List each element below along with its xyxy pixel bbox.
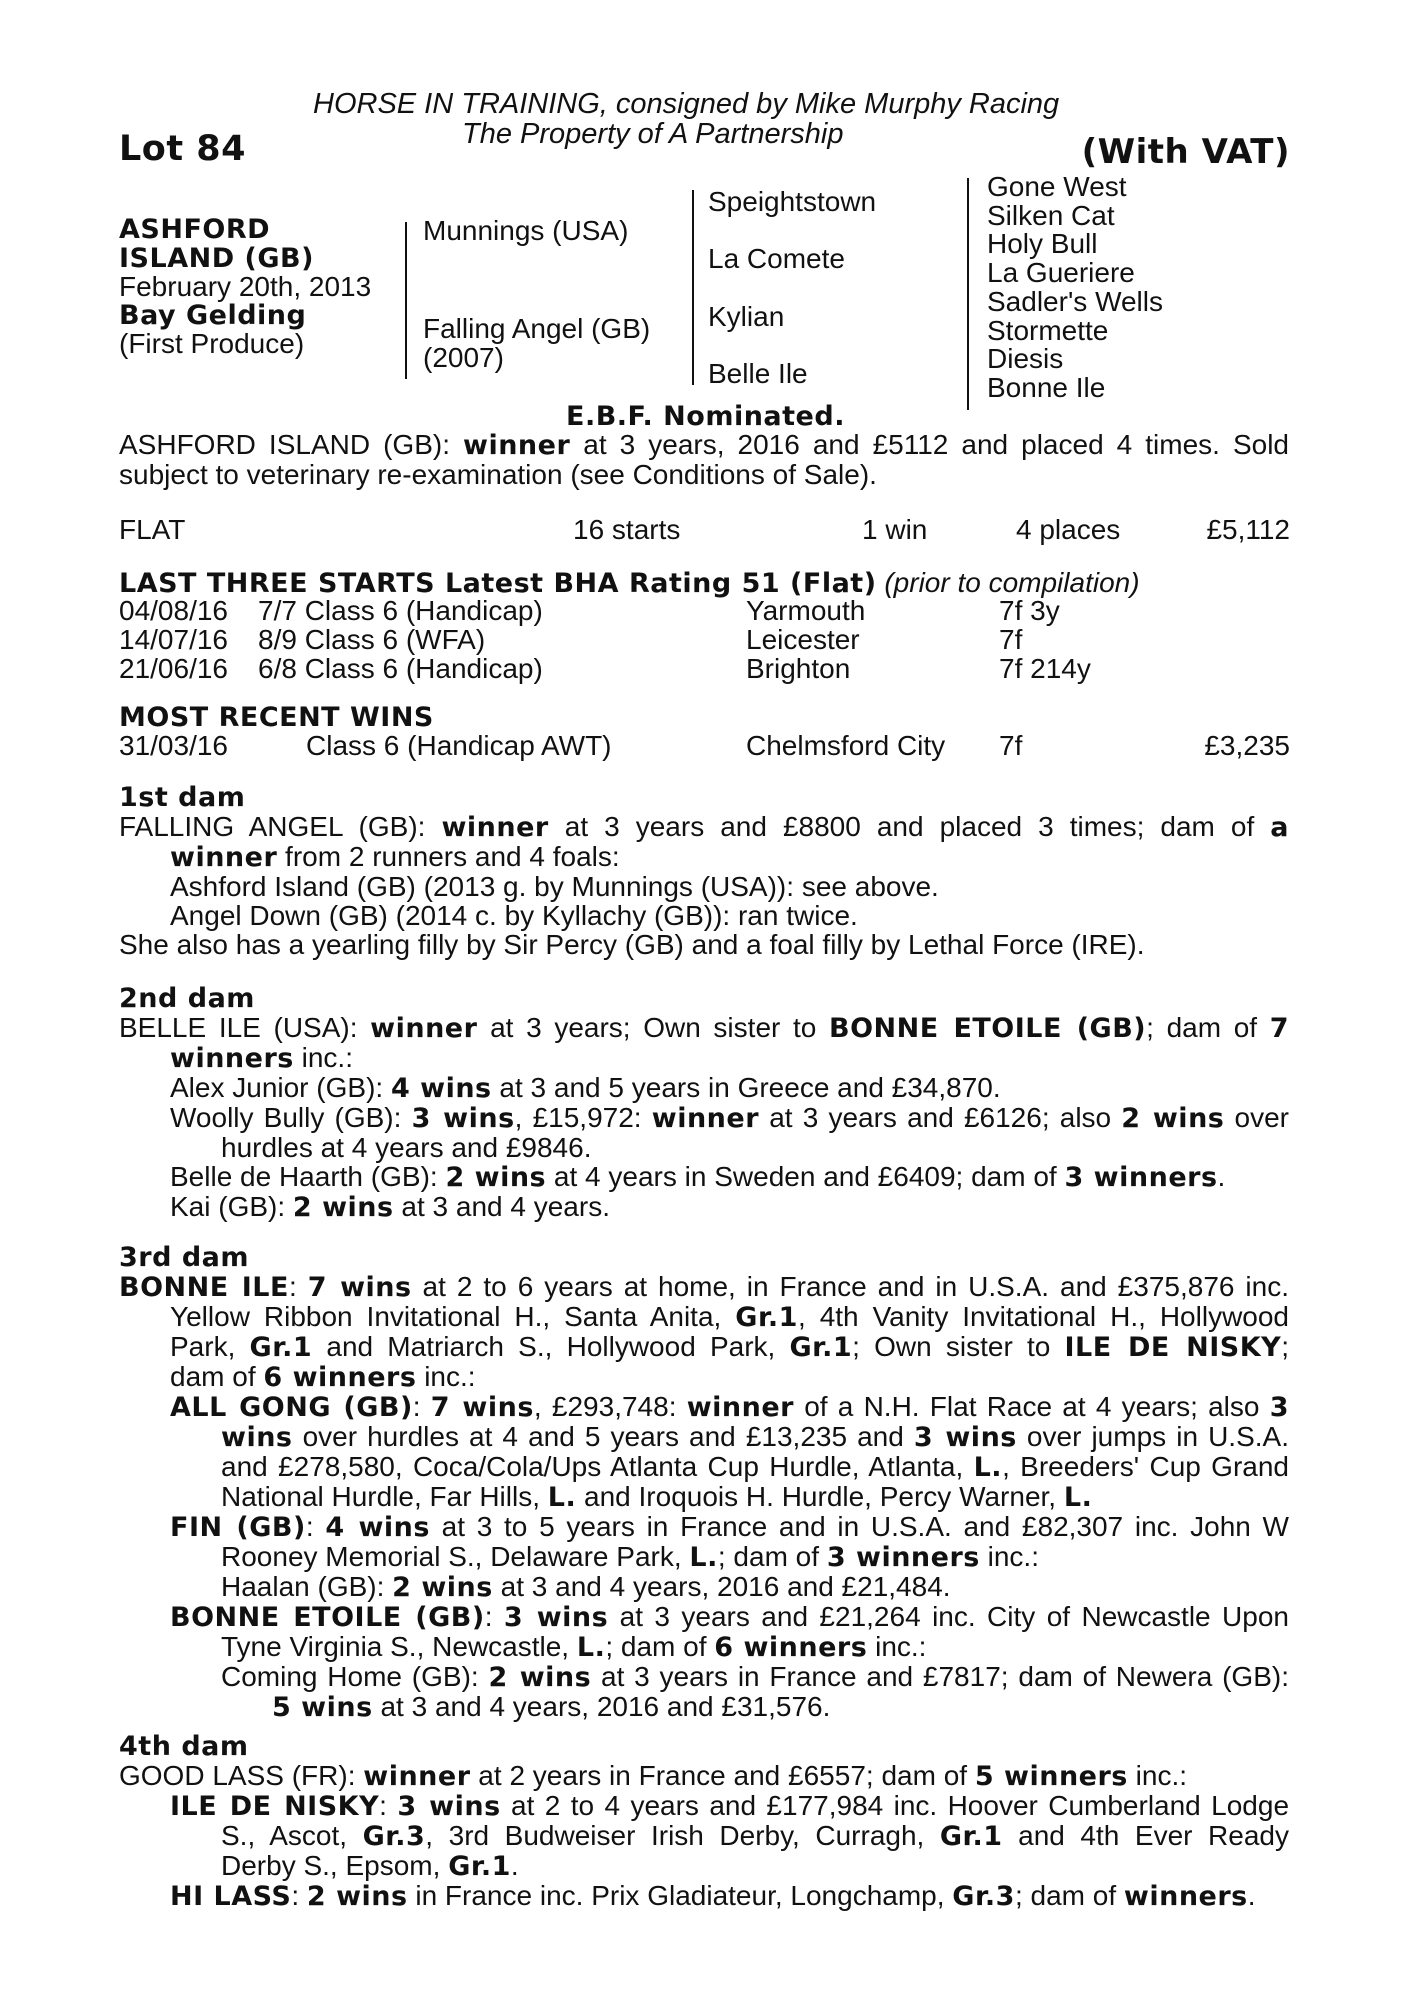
- property-line: The Property of A Partnership: [462, 118, 844, 150]
- recent-wins-heading: MOST RECENT WINS: [119, 702, 434, 733]
- flat-label: FLAT: [119, 514, 186, 545]
- vat-label: (With VAT): [1081, 132, 1290, 172]
- win-race: Class 6 (Handicap AWT): [306, 730, 612, 761]
- flat-wins: 1 win: [862, 514, 928, 545]
- pedigree-gen3-item: Bonne Ile: [987, 372, 1106, 403]
- start-course: Yarmouth: [746, 595, 866, 626]
- section-heading: 1st dam: [119, 782, 246, 813]
- horse-name-line1: ASHFORD: [119, 214, 271, 245]
- section-heading: 3rd dam: [119, 1242, 250, 1273]
- foaling-date: February 20th, 2013: [119, 271, 372, 302]
- start-distance: 7f 214y: [999, 653, 1091, 684]
- pedigree-gen3-item: Sadler's Wells: [987, 286, 1163, 317]
- third-dam-section: 3rd dam BONNE ILE: 7 wins at 2 to 6 years at home, in France and in U.S.A. and £375,876 inc. Yellow Ribbon Invitational H., Santa Anita, Gr.1, 4th Vanity Invitational H., Hollywood Park, Gr.1 and Matriarch S., Hollywood Park, Gr.1; Own sister to ILE DE NISKY; dam of 6 winners inc.: ALL GONG (GB): 7 wins, £293,748: winner of a N.H. Flat Race at 4 years; also 3 wins over hurdles at 4 and 5 years and £13,235 and 3 wins over jumps in U.S.A. and £278,580, Coca/Cola/Ups Atlanta Cup Hurdle, Atlanta, L., Breeders' Cup Grand National Hurdle, Far Hills, L. and Iroquois H. Hurdle, Percy Warner, L. FIN (GB): 4 wins at 3 to 5 years in France and in U.S.A. and £82,307 inc. John W Rooney Memorial S., Delaware Park, L.; dam of 3 winners inc.: Haalan (GB): 2 wins at 3 and 4 years, 2016 and £21,484. BONNE ETOILE (GB): 3 wins at 3 years and £21,264 inc. City of Newcastle Upon Tyne Virginia S., Newcastle, L.; dam of 6 winners inc.: Coming Home (GB): 2 wins at 3 years in France and £7817; dam of Newera (GB): 5 wins at 3 and 4 years, 2016 and £31,576.: [119, 1242, 1290, 1723]
- pedigree-divider-1: [405, 222, 407, 379]
- start-distance: 7f 3y: [999, 595, 1060, 626]
- start-date: 21/06/16: [119, 653, 228, 684]
- horse-sex-colour: Bay Gelding: [119, 300, 307, 331]
- horse-summary: ASHFORD ISLAND (GB): winner at 3 years, 2016 and £5112 and placed 4 times. Sold subject to veterinary re-examination (see Conditions of Sale).: [119, 429, 1289, 490]
- pedigree-dam: Falling Angel (GB): [423, 313, 651, 344]
- pedigree-dam-year: (2007): [423, 342, 504, 373]
- first-dam-section: 1st dam FALLING ANGEL (GB): winner at 3 years and £8800 and placed 3 times; dam of a winner from 2 runners and 4 foals: Ashford Island (GB) (2013 g. by Munnings (USA)): see above. Angel Down (GB) (2014 c. by Kyllachy (GB)): ran twice. She also has a yearling filly by Sir Percy (GB) and a foal filly by Lethal Force (IRE).: [119, 782, 1289, 960]
- pedigree-gen3-item: La Gueriere: [987, 257, 1135, 288]
- second-dam-section: 2nd dam BELLE ILE (USA): winner at 3 years; Own sister to BONNE ETOILE (GB); dam of 7 winners inc.: Alex Junior (GB): 4 wins at 3 and 5 years in Greece and £34,870. Woolly Bully (GB): 3 wins, £15,972: winner at 3 years and £6126; also 2 wins over hurdles at 4 years and £9846. Belle de Haarth (GB): 2 wins at 4 years in Sweden and £6409; dam of 3 winners. Kai (GB): 2 wins at 3 and 4 years.: [119, 983, 1290, 1223]
- pedigree-gen3-item: Holy Bull: [987, 228, 1098, 259]
- start-date: 04/08/16: [119, 595, 228, 626]
- start-course: Brighton: [746, 653, 851, 684]
- fourth-dam-section: 4th dam GOOD LASS (FR): winner at 2 years in France and £6557; dam of 5 winners inc.: ILE DE NISKY: 3 wins at 2 to 4 years and £177,984 inc. Hoover Cumberland Lodge S., Ascot, Gr.3, 3rd Budweiser Irish Derby, Curragh, Gr.1 and 4th Ever Ready Derby S., Epsom, Gr.1. HI LASS: 2 wins in France inc. Prix Gladiateur, Longchamp, Gr.3; dam of winners.: [119, 1731, 1290, 1912]
- last-three-heading: LAST THREE STARTS Latest BHA Rating 51 (Flat) (prior to compilation): [119, 567, 1140, 599]
- start-course: Leicester: [746, 624, 860, 655]
- horse-name-line2: ISLAND (GB): [119, 243, 314, 274]
- section-heading: 4th dam: [119, 1731, 249, 1762]
- pedigree-divider-2: [692, 190, 694, 385]
- flat-earnings: £5,112: [1206, 514, 1290, 545]
- start-distance: 7f: [999, 624, 1023, 655]
- section-heading: 2nd dam: [119, 983, 255, 1014]
- consignment-line: HORSE IN TRAINING, consigned by Mike Murphy Racing: [313, 88, 1060, 120]
- win-course: Chelmsford City: [746, 730, 946, 761]
- start-result: 7/7 Class 6 (Handicap): [258, 595, 543, 626]
- win-prize: £3,235: [1204, 730, 1290, 761]
- lot-number: Lot 84: [119, 129, 246, 169]
- start-date: 14/07/16: [119, 624, 228, 655]
- pedigree-divider-3: [967, 178, 969, 410]
- pedigree-gen2-item: Kylian: [708, 301, 785, 332]
- pedigree-gen3-item: Gone West: [987, 171, 1127, 202]
- flat-places: 4 places: [1016, 514, 1121, 545]
- pedigree-gen3-item: Silken Cat: [987, 200, 1115, 231]
- start-result: 8/9 Class 6 (WFA): [258, 624, 486, 655]
- pedigree-gen2-item: Speightstown: [708, 186, 877, 217]
- pedigree-gen3-item: Diesis: [987, 343, 1064, 374]
- pedigree-gen2-item: Belle Ile: [708, 358, 808, 389]
- ebf-nomination: E.B.F. Nominated.: [566, 401, 845, 432]
- flat-starts: 16 starts: [573, 514, 681, 545]
- produce-note: (First Produce): [119, 328, 305, 359]
- pedigree-gen2-item: La Comete: [708, 243, 845, 274]
- start-result: 6/8 Class 6 (Handicap): [258, 653, 543, 684]
- pedigree-gen3-item: Stormette: [987, 315, 1109, 346]
- win-distance: 7f: [999, 730, 1023, 761]
- pedigree-sire: Munnings (USA): [423, 215, 629, 246]
- win-date: 31/03/16: [119, 730, 228, 761]
